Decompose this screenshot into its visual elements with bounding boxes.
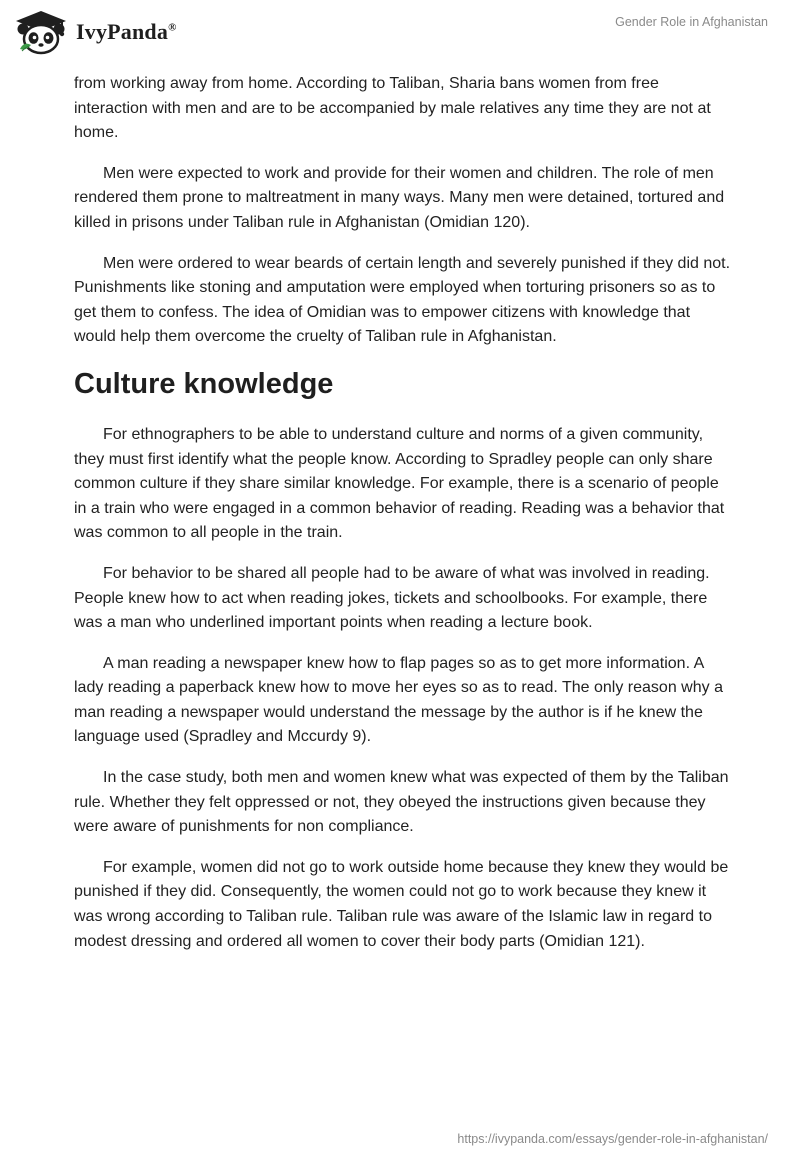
source-url[interactable]: https://ivypanda.com/essays/gender-role-in-afghanistan/ (457, 1132, 768, 1146)
paragraph: For ethnographers to be able to understand culture and norms of a given community, they must first identify what the people know. According to Spradley people can only share common culture if they share similar knowledge. For example, there is a scenario of people in a train who were engaged in a common behavior of reading. Reading was a behavior that was common to all people in the train. (74, 425, 725, 542)
ivypanda-logo[interactable] (14, 8, 177, 56)
panda-graduate-icon (14, 9, 68, 55)
paragraph: For example, women did not go to work outside home because they knew they would be punished if they did. Consequently, the women could not go to work because they knew it was wrong according to Taliban rule. Taliban rule was aware of the Islamic law in regard to modest dressing and ordered all women to cover their body parts (Omidian 121). (74, 858, 729, 950)
paragraph: A man reading a newspaper knew how to flap pages so as to get more information. A lady reading a paperback knew how to move her eyes so as to read. The only reason why a man reading a newspaper would understand the message by the author is if he knew the language used (Spradley and Mccurdy 9). (74, 654, 723, 746)
section-heading: Culture knowledge (74, 367, 334, 400)
logo-wordmark: IvyPanda® (76, 19, 177, 44)
paragraph: For behavior to be shared all people had to be aware of what was involved in reading. People knew how to act when reading jokes, tickets and schoolbooks. For example, there was a man who underlined important points when reading a lecture book. (74, 564, 710, 632)
paragraph: In the case study, both men and women knew what was expected of them by the Taliban rule. Whether they felt oppressed or not, they obeyed the instructions given because they were aware of punishments for non compliance. (74, 769, 729, 836)
document-title: Gender Role in Afghanistan (615, 15, 768, 29)
essay-body (74, 72, 734, 970)
page-header (0, 0, 800, 70)
paragraph: Men were expected to work and provide for their women and children. The role of men rendered them prone to maltreatment in many ways. Many men were detained, tortured and killed in prisons under Taliban rule in Afghanistan (Omidian 120). (74, 164, 725, 231)
paragraph: Men were ordered to wear beards of certain length and severely punished if they did not. Punishments like stoning and amputation were employed when torturing prisoners so as to get them to confess. The idea of Omidian was to empower citizens with knowledge that would help them overcome the cruelty of Taliban rule in Afghanistan. (74, 254, 731, 346)
paragraph: from working away from home. According to Taliban, Sharia bans women from free interaction with men and are to be accompanied by male relatives any time they are not at home. (74, 75, 711, 142)
